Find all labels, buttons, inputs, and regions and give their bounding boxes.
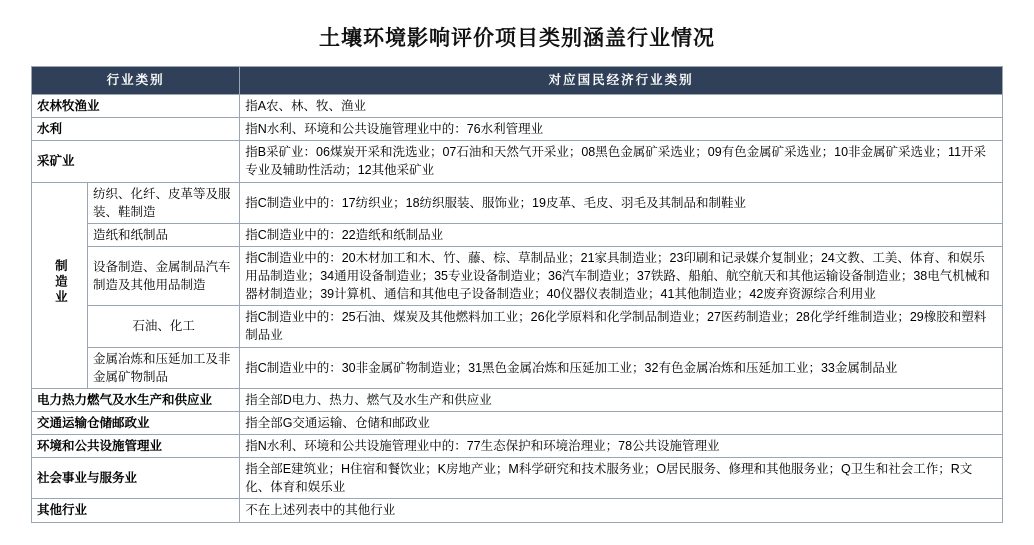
cell-description: 指C制造业中的：17纺织业；18纺织服装、服饰业；19皮革、毛皮、羽毛及其制品和制鞋业 — [240, 182, 1003, 223]
table-row — [32, 118, 1003, 141]
table-row — [32, 95, 1003, 118]
industry-category-table — [31, 66, 1003, 523]
table-row — [32, 306, 1003, 347]
table-row — [32, 246, 1003, 305]
table-row — [32, 223, 1003, 246]
cell-description: 指A农、林、牧、渔业 — [240, 95, 1003, 118]
table-header-row — [32, 67, 1003, 95]
cell-description: 指C制造业中的：30非金属矿物制造业；31黑色金属冶炼和压延加工业；32有色金属冶炼和压延加工业；33金属制品业 — [240, 347, 1003, 388]
cell-description: 指C制造业中的：25石油、煤炭及其他燃料加工业；26化学原料和化学制品制造业；27医药制造业；28化学纤维制造业；29橡胶和塑料制品业 — [240, 306, 1003, 347]
table-row — [32, 458, 1003, 499]
table-row — [32, 347, 1003, 388]
cell-subcategory: 设备制造、金属制品汽车制造及其他用品制造 — [88, 246, 240, 305]
cell-category: 交通运输仓储邮政业 — [32, 411, 240, 434]
cell-description: 指N水利、环境和公共设施管理业中的：77生态保护和环境治理业；78公共设施管理业 — [240, 435, 1003, 458]
cell-description: 指C制造业中的：20木材加工和木、竹、藤、棕、草制品业；21家具制造业；23印刷和记录媒介复制业；24文教、工美、体育、和娱乐用品制造业；34通用设备制造业；35专业设备制造业；36汽车制造业；37铁路、船舶、航空航天和其他运输设备制造业；38电气机械和器材制造业；39计算机、通信和其他电子设备制造业；40仪器仪表制造业；41其他制造业；42废弃资源综合利用业 — [240, 246, 1003, 305]
table-row — [32, 182, 1003, 223]
cell-description: 指全部G交通运输、仓储和邮政业 — [240, 411, 1003, 434]
cell-description: 指全部D电力、热力、燃气及水生产和供应业 — [240, 388, 1003, 411]
cell-category: 社会事业与服务业 — [32, 458, 240, 499]
table-row — [32, 141, 1003, 182]
cell-category: 采矿业 — [32, 141, 240, 182]
cell-category-manufacturing-label: 制造业 — [53, 259, 68, 306]
cell-description: 指N水利、环境和公共设施管理业中的：76水利管理业 — [240, 118, 1003, 141]
cell-subcategory: 石油、化工 — [88, 306, 240, 347]
table-row — [32, 435, 1003, 458]
page-title: 土壤环境影响评价项目类别涵盖行业情况 — [319, 27, 715, 50]
column-header-national-economy-category: 对应国民经济行业类别 — [240, 67, 1003, 95]
cell-category: 农林牧渔业 — [32, 95, 240, 118]
table-body — [32, 95, 1003, 523]
cell-subcategory: 金属冶炼和压延加工及非金属矿物制品 — [88, 347, 240, 388]
column-header-industry-category: 行业类别 — [32, 67, 240, 95]
cell-description: 指全部E建筑业；H住宿和餐饮业；K房地产业；M科学研究和技术服务业；O居民服务、修理和其他服务业；Q卫生和社会工作；R文化、体育和娱乐业 — [240, 458, 1003, 499]
cell-category-manufacturing — [32, 182, 88, 388]
table-row — [32, 388, 1003, 411]
cell-description: 指C制造业中的：22造纸和纸制品业 — [240, 223, 1003, 246]
cell-subcategory: 纺织、化纤、皮革等及服装、鞋制造 — [88, 182, 240, 223]
cell-category: 电力热力燃气及水生产和供应业 — [32, 388, 240, 411]
table-container — [0, 66, 1034, 523]
cell-category: 其他行业 — [32, 499, 240, 522]
cell-description: 不在上述列表中的其他行业 — [240, 499, 1003, 522]
table-row — [32, 499, 1003, 522]
table-head — [32, 67, 1003, 95]
cell-description: 指B采矿业：06煤炭开采和洗选业；07石油和天然气开采业；08黑色金属矿采选业；09有色金属矿采选业；10非金属矿采选业；11开采专业及辅助性活动；12其他采矿业 — [240, 141, 1003, 182]
table-row — [32, 411, 1003, 434]
cell-category: 水利 — [32, 118, 240, 141]
cell-subcategory: 造纸和纸制品 — [88, 223, 240, 246]
cell-category: 环境和公共设施管理业 — [32, 435, 240, 458]
